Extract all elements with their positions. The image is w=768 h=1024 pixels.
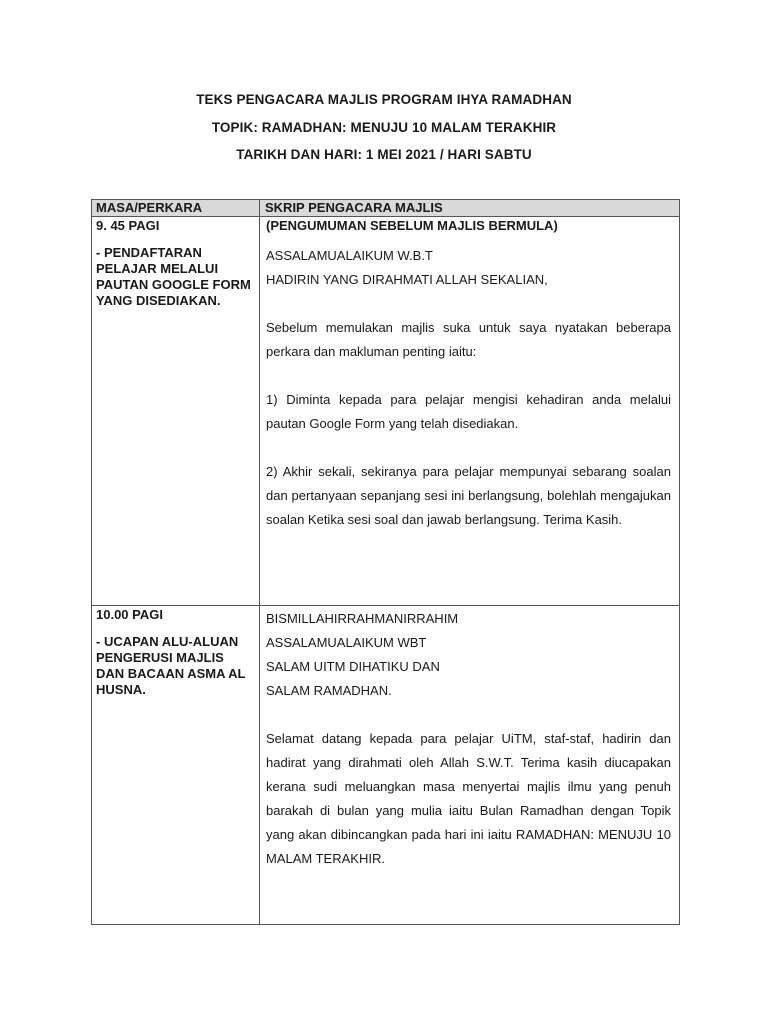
time-cell <box>92 606 260 925</box>
document-title: TEKS PENGACARA MAJLIS PROGRAM IHYA RAMADHAN <box>196 92 572 107</box>
script-table <box>91 199 680 925</box>
script-line: HADIRIN YANG DIRAHMATI ALLAH SEKALIAN, <box>266 272 548 287</box>
script-line: BISMILLAHIRRAHMANIRRAHIM <box>266 611 459 626</box>
script-line: SALAM RAMADHAN. <box>266 683 392 698</box>
document-date: TARIKH DAN HARI: 1 MEI 2021 / HARI SABTU <box>236 147 532 162</box>
row-time: 9. 45 PAGI <box>96 218 160 233</box>
script-paragraph: 1) Diminta kepada para pelajar mengisi kehadiran anda melalui pautan Google Form yang telah disediakan. <box>266 392 671 431</box>
time-cell <box>92 217 260 606</box>
script-paragraph: 2) Akhir sekali, sekiranya para pelajar mempunyai sebarang soalan dan pertanyaan sepanjang sesi ini berlangsung, bolehlah mengajukan soalan Ketika sesi soal dan jawab berlangsung. Terima Kasih. <box>266 464 671 527</box>
script-line: ASSALAMUALAIKUM W.B.T <box>266 248 433 263</box>
script-line: ASSALAMUALAIKUM WBT <box>266 635 427 650</box>
row-item: - PENDAFTARAN PELAJAR MELALUI PAUTAN GOOGLE FORM YANG DISEDIAKAN. <box>96 245 251 308</box>
column-header-time: MASA/PERKARA <box>92 200 260 217</box>
script-cell <box>260 606 680 925</box>
table-header-row <box>92 200 680 217</box>
column-header-script: SKRIP PENGACARA MAJLIS <box>260 200 680 217</box>
row-item: - UCAPAN ALU-ALUAN PENGERUSI MAJLIS DAN BACAAN ASMA AL HUSNA. <box>96 634 246 697</box>
script-paragraph: Sebelum memulakan majlis suka untuk saya nyatakan beberapa perkara dan makluman penting iaitu: <box>266 320 671 359</box>
script-heading: (PENGUMUMAN SEBELUM MAJLIS BERMULA) <box>266 218 558 233</box>
table-row <box>92 606 680 925</box>
script-paragraph: Selamat datang kepada para pelajar UiTM, staf-staf, hadirin dan hadirat yang dirahmati oleh Allah S.W.T. Terima kasih diucapakan kerana sudi meluangkan masa menyertai majlis ilmu yang penuh barakah di bulan yang mulia iaitu Bulan Ramadhan dengan Topik yang akan dibincangkan pada hari ini iaitu RAMADHAN: MENUJU 10 MALAM TERAKHIR. <box>266 731 671 866</box>
script-cell <box>260 217 680 606</box>
document-topic: TOPIK: RAMADHAN: MENUJU 10 MALAM TERAKHIR <box>211 120 557 135</box>
script-line: SALAM UITM DIHATIKU DAN <box>266 659 440 674</box>
table-row <box>92 217 680 606</box>
row-time: 10.00 PAGI <box>96 607 163 622</box>
